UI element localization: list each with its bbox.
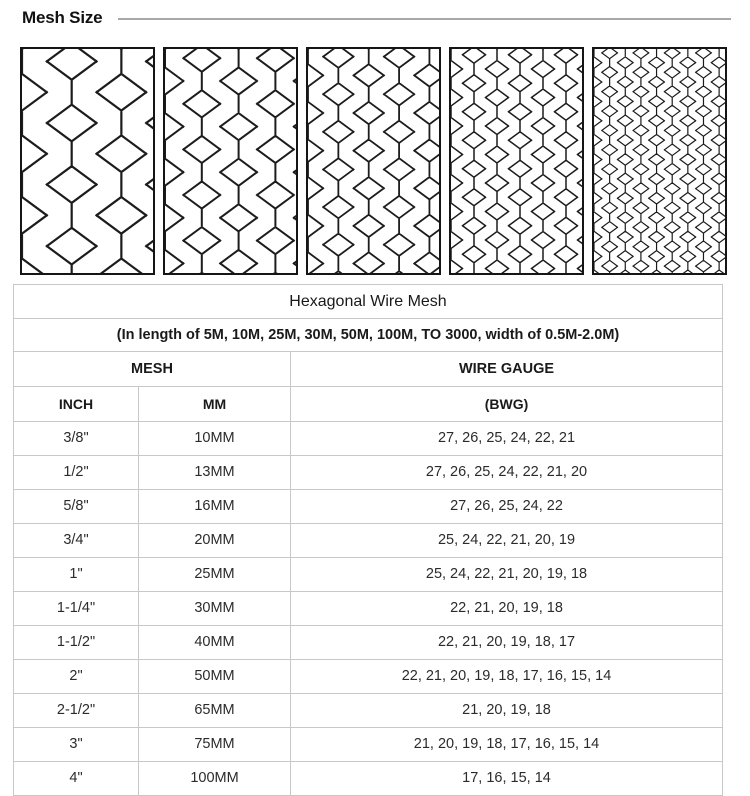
table-row [14,728,723,762]
cell-mm: 10MM [139,422,291,456]
table-subtitle: (In length of 5M, 10M, 25M, 30M, 50M, 100M, TO 3000, width of 0.5M-2.0M) [14,319,723,352]
mesh-sample-image-2 [163,47,298,275]
cell-bwg: 22, 21, 20, 19, 18, 17 [291,626,723,660]
table-row [14,762,723,796]
table-row [14,456,723,490]
cell-mm: 20MM [139,524,291,558]
section-header [0,0,750,36]
cell-inch: 5/8" [14,490,139,524]
cell-bwg: 17, 16, 15, 14 [291,762,723,796]
column-header-mm: MM [139,387,291,422]
mesh-sample-image-1 [20,47,155,275]
cell-inch: 4" [14,762,139,796]
cell-bwg: 27, 26, 25, 24, 22, 21 [291,422,723,456]
cell-inch: 1" [14,558,139,592]
table-title: Hexagonal Wire Mesh [14,285,723,319]
mesh-sample-image-4 [449,47,584,275]
cell-mm: 75MM [139,728,291,762]
cell-mm: 30MM [139,592,291,626]
page-title: Mesh Size [22,8,103,27]
mesh-sample-image-3 [306,47,441,275]
cell-inch: 2-1/2" [14,694,139,728]
cell-bwg: 25, 24, 22, 21, 20, 19 [291,524,723,558]
title-divider [118,18,731,20]
cell-mm: 50MM [139,660,291,694]
column-header-bwg: (BWG) [291,387,723,422]
cell-inch: 1-1/2" [14,626,139,660]
cell-mm: 65MM [139,694,291,728]
cell-inch: 1/2" [14,456,139,490]
mesh-sample-gallery [20,47,732,275]
table-group-header-row [14,352,723,387]
table-row [14,490,723,524]
cell-bwg: 22, 21, 20, 19, 18, 17, 16, 15, 14 [291,660,723,694]
mesh-spec-table [13,284,723,796]
table-row [14,626,723,660]
cell-bwg: 27, 26, 25, 24, 22, 21, 20 [291,456,723,490]
table-row [14,558,723,592]
table-row [14,524,723,558]
cell-bwg: 21, 20, 19, 18, 17, 16, 15, 14 [291,728,723,762]
table-row [14,422,723,456]
spec-table-body [14,285,723,796]
column-group-mesh: MESH [14,352,291,387]
table-row [14,660,723,694]
table-row [14,694,723,728]
cell-inch: 3" [14,728,139,762]
column-header-inch: INCH [14,387,139,422]
table-row [14,592,723,626]
cell-mm: 25MM [139,558,291,592]
table-title-row [14,285,723,319]
cell-inch: 3/8" [14,422,139,456]
cell-bwg: 25, 24, 22, 21, 20, 19, 18 [291,558,723,592]
cell-mm: 13MM [139,456,291,490]
cell-mm: 40MM [139,626,291,660]
cell-mm: 16MM [139,490,291,524]
cell-bwg: 21, 20, 19, 18 [291,694,723,728]
cell-inch: 2" [14,660,139,694]
column-group-wire-gauge: WIRE GAUGE [291,352,723,387]
cell-inch: 3/4" [14,524,139,558]
cell-bwg: 27, 26, 25, 24, 22 [291,490,723,524]
table-unit-header-row [14,387,723,422]
table-subtitle-row [14,319,723,352]
cell-bwg: 22, 21, 20, 19, 18 [291,592,723,626]
mesh-sample-image-5 [592,47,727,275]
cell-mm: 100MM [139,762,291,796]
cell-inch: 1-1/4" [14,592,139,626]
